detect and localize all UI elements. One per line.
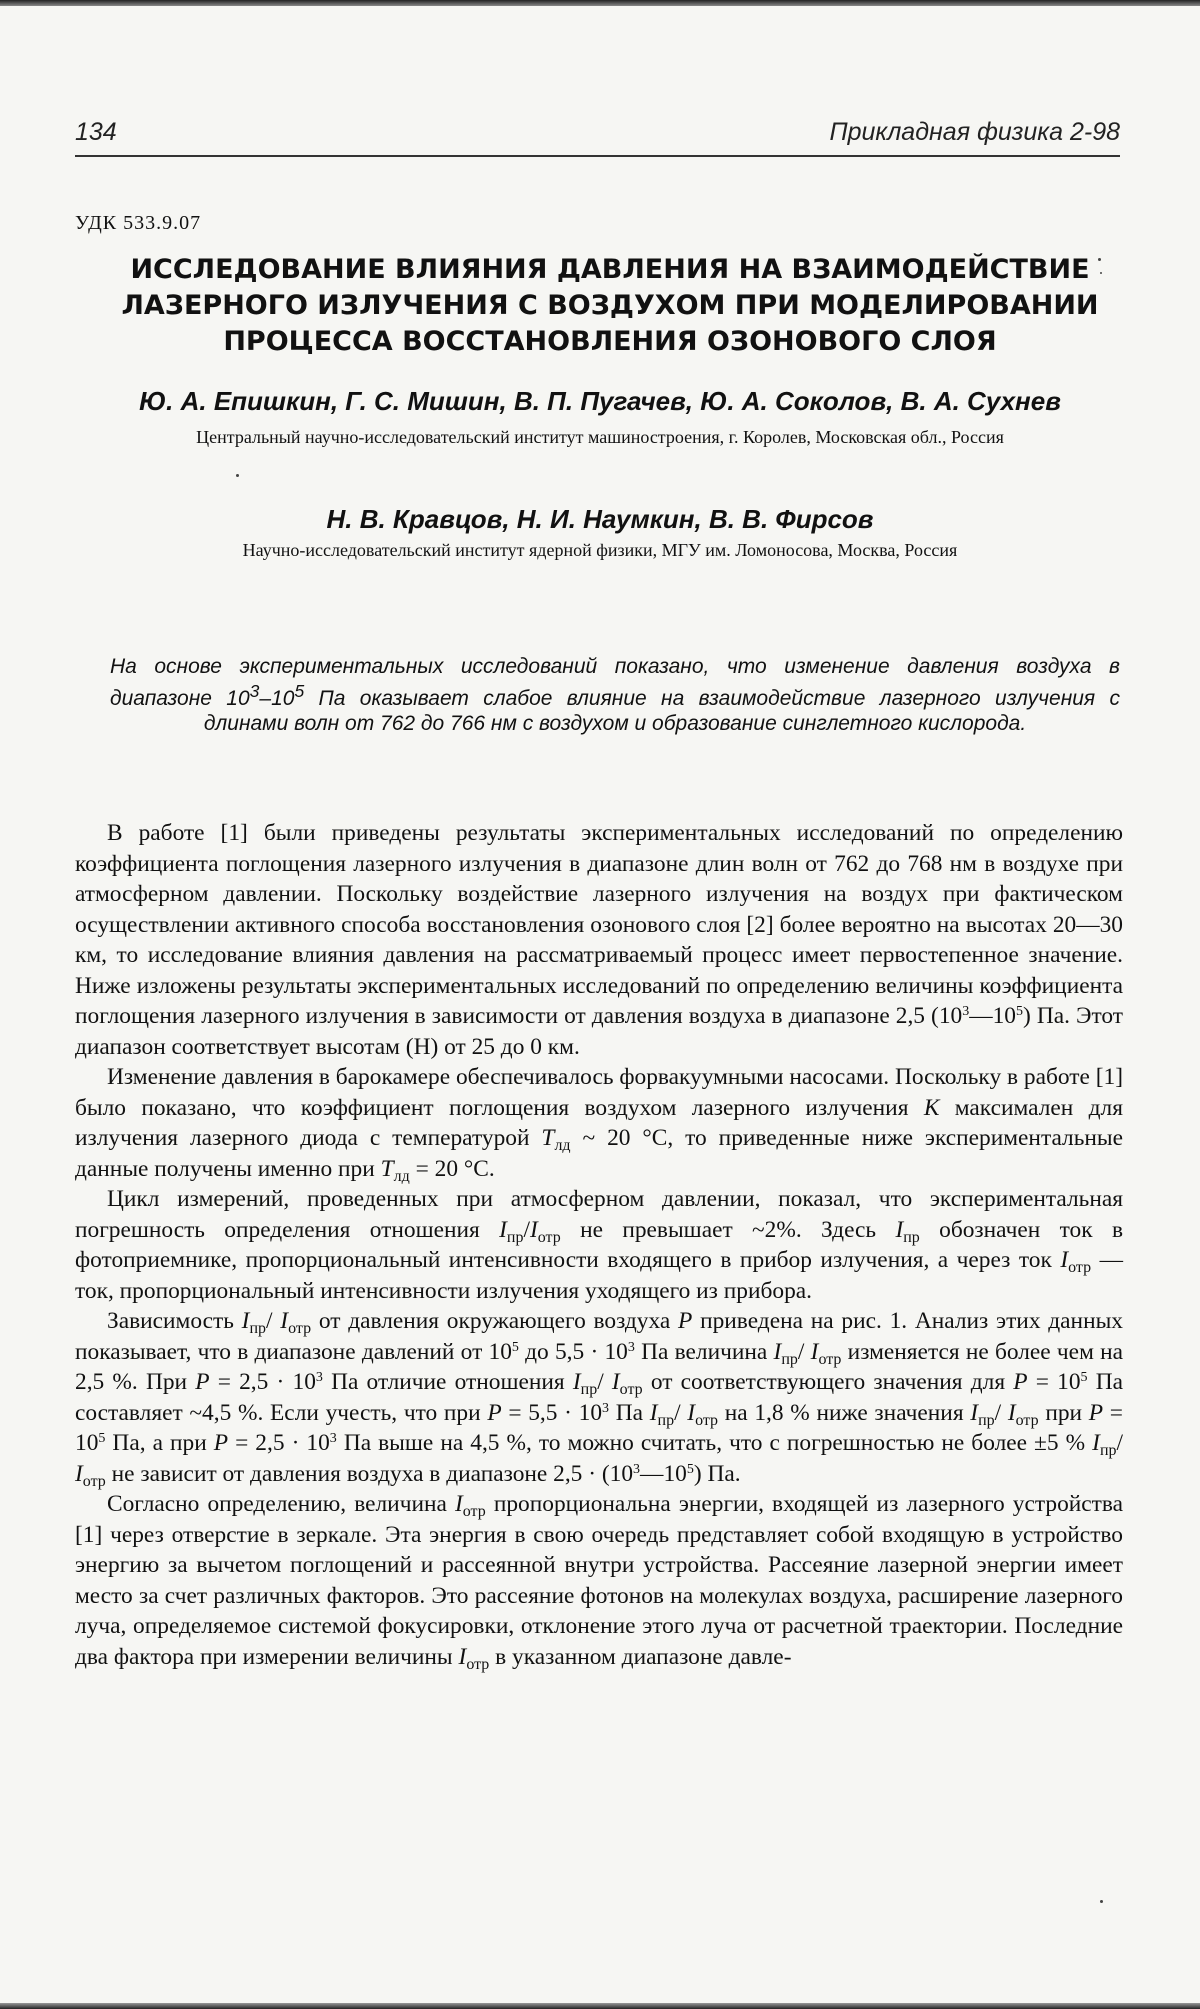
abstract: На основе экспериментальных исследований показано, что изменение давления воздуха в диапазоне $10^3-10^5$ Па оказывает слабое влияние на взаимодействие лазерного излучения с длинами волн от 762 до 766 нм с воздухом и образование синглетного кислорода.	[110, 655, 1120, 735]
page-number: 134	[75, 118, 117, 146]
paragraph-3: Цикл измерений, проведенных при атмосферном давлении, показал, что экспериментальная погрешность определения отношения $I_{пр}/I_{отр}$ не превышает ~2%. Здесь $I_{пр}$ обозначен ток в фотоприемнике, пропорциональный интенсивности входящего в прибор излучения, а через ток $I_{отр}$ — ток, пропорциональный интенсивности излучения уходящего из прибора.	[75, 1186, 1123, 1304]
paragraph-4: Зависимость $I_{пр}/$ $I_{отр}$ от давления окружающего воздуха P приведена на рис. 1. Анализ этих данных показывает, что в диапазоне давлений от $10^5$ до $5,5 \cdot 10^3$ Па величина $I_{пр}/$ $I_{отр}$ изменяется не более чем на 2,5 %. При $P = 2,5 \cdot 10^3$ Па отличие отношения $I_{пр}/$ $I_{отр}$ от соответствующего значения для $P = 10^5$ Па составляет ~4,5 %. Если учесть, что при $P = 5,5 \cdot 10^3$ Па $I_{пр}/$ $I_{отр}$ на 1,8 % ниже значения $I_{пр}/$ $I_{отр}$ при $P = 10^5$ Па, а при $P = 2,5 \cdot 10^3$ Па выше на 4,5 %, то можно считать, что с погрешностью не более ±5 % $I_{пр}/$ $I_{отр}$ не зависит от давления воздуха в диапазоне $2,5 \cdot (10^3—10^5)$ Па.	[75, 1308, 1124, 1490]
authors-group-1: Ю. А. Епишкин, Г. С. Мишин, В. П. Пугачев, Ю. А. Соколов, В. А. Сухнев	[139, 386, 1061, 416]
scan-speck	[1098, 258, 1101, 261]
journal-page	[75, 0, 1125, 2009]
authors-group-2: Н. В. Кравцов, Н. И. Наумкин, В. В. Фирсов	[326, 504, 874, 534]
udk-code: УДК 533.9.07	[75, 212, 202, 234]
paragraph-1: В работе [1] были приведены результаты экспериментальных исследований по определению коэффициента поглощения лазерного излучения в диапазоне длин волн от 762 до 768 нм в воздухе при атмосферном давлении. Поскольку воздействие лазерного излучения на воздух при фактическом осуществлении активного способа восстановления озонового слоя [2] более вероятно на высотах 20—30 км, то исследование влияния давления на рассматриваемый процесс имеет первостепенное значение. Ниже изложены результаты экспериментальных исследований по определению величины коэффициента поглощения лазерного излучения в зависимости от давления воздуха в диапазоне 2,5 $(10^3—10^5)$ Па. Этот диапазон соответствует высотам (H) от 25 до 0 км.	[75, 820, 1123, 1060]
scan-speck	[1100, 1900, 1103, 1903]
article-body	[75, 818, 1123, 1672]
paragraph-2: Изменение давления в барокамере обеспечивалось форвакуумными насосами. Поскольку в работе [1] было показано, что коэффициент поглощения воздухом лазерного излучения K максимален для излучения лазерного диода с температурой $T_{лд}$ ~ 20 °С, то приведенные ниже экспериментальные данные получены именно при $T_{лд} = 20$ °С.	[75, 1064, 1123, 1185]
journal-name: Прикладная физика 2-98	[829, 118, 1120, 146]
article-title: ИССЛЕДОВАНИЕ ВЛИЯНИЯ ДАВЛЕНИЯ НА ВЗАИМОДЕЙСТВИЕ ЛАЗЕРНОГО ИЗЛУЧЕНИЯ С ВОЗДУХОМ ПРИ МОДЕЛИРОВАНИИ ПРОЦЕССА ВОССТАНОВЛЕНИЯ ОЗОНОВОГО СЛОЯ	[121, 254, 1099, 357]
affiliation-1: Центральный научно-исследовательский институт машиностроения, г. Королев, Московская обл., Россия	[196, 427, 1004, 447]
paragraph-5: Согласно определению, величина $I_{отр}$ пропорциональна энергии, входящей из лазерного устройства [1] через отверстие в зеркале. Эта энергия в свою очередь представляет собой входящую в устройство энергию за вычетом поглощений и рассеянной внутри устройства. Рассеяние лазерной энергии имеет место за счет различных факторов. Это рассеяние фотонов на молекулах воздуха, расширение лазерного луча, определяемое системой фокусировки, отклонение этого луча от расчетной траектории. Последние два фактора при измерении величины $I_{отр}$ в указанном диапазоне давле-	[75, 1491, 1123, 1673]
affiliation-2: Научно-исследовательский институт ядерной физики, МГУ им. Ломоносова, Москва, Россия	[242, 540, 958, 560]
scan-speck	[1100, 272, 1102, 274]
scan-edge-bottom	[0, 2003, 1200, 2009]
scan-speck	[236, 474, 239, 477]
running-head	[75, 118, 1120, 157]
